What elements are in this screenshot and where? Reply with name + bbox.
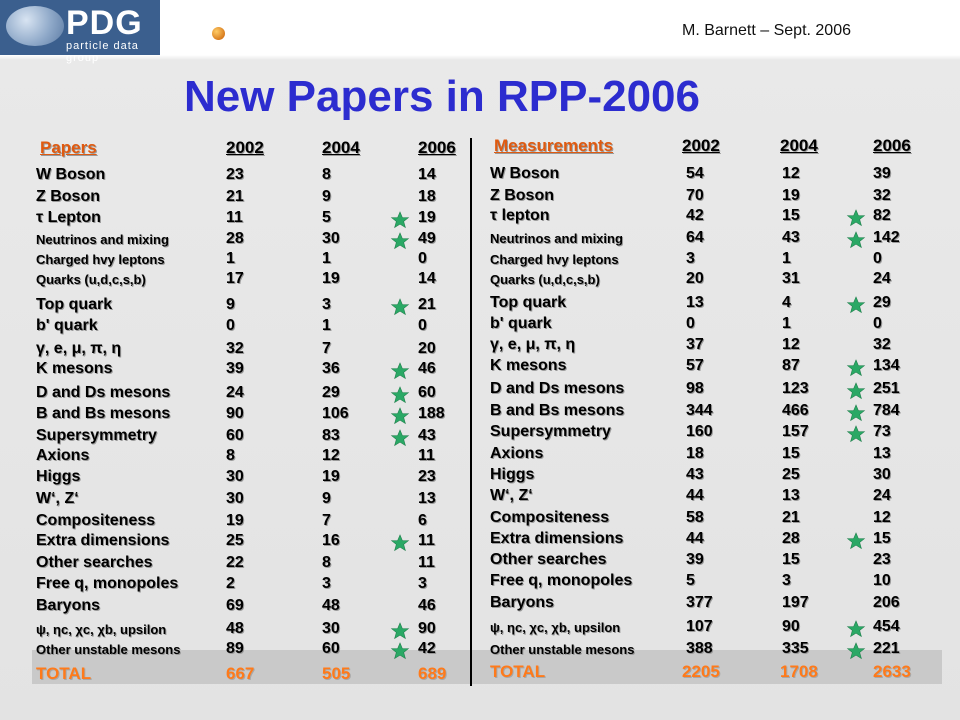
- left_table-cell-2002: 2: [226, 575, 235, 592]
- left_table-row-label: Free q, monopoles: [36, 575, 179, 592]
- right_table-year-2004: 2004: [780, 136, 818, 155]
- left_table-row-label: Compositeness: [36, 512, 156, 529]
- right_table-cell-2002: 344: [686, 402, 713, 419]
- right_table-cell-2002: 160: [686, 423, 713, 440]
- pdg-logo: [0, 0, 160, 64]
- left_table-row-label: Other unstable mesons: [36, 642, 181, 657]
- left_table-cell-2006: 46: [418, 360, 436, 377]
- left_table-cell-2002: 69: [226, 597, 244, 614]
- left_table-cell-2004: 9: [322, 490, 331, 507]
- star-icon: [847, 231, 865, 249]
- left_table-cell-2006: 90: [418, 620, 436, 637]
- right_table-cell-2006: 13: [873, 445, 891, 462]
- left_table-cell-2002: 48: [226, 620, 244, 637]
- right_table-cell-2002: 70: [686, 187, 704, 204]
- right_table-row-label: Extra dimensions: [490, 530, 624, 547]
- right_table-cell-2002: 42: [686, 207, 704, 224]
- star-icon: [391, 232, 409, 250]
- right_table-cell-2006: 0: [873, 315, 882, 332]
- table-divider: [470, 138, 472, 686]
- right_table-cell-2006: 30: [873, 466, 891, 483]
- right_table-cell-2002: 44: [686, 530, 704, 547]
- left_table-row-label: τ Lepton: [36, 209, 101, 226]
- right_table-total-2006: 2633: [873, 662, 911, 681]
- left_table-cell-2006: 20: [418, 340, 436, 357]
- left_table-cell-2006: 18: [418, 188, 436, 205]
- right_table-header-label: Measurements: [494, 136, 614, 155]
- right_table-row-label: τ lepton: [490, 207, 550, 224]
- left_table-total-2004: 505: [322, 664, 351, 683]
- left_table-cell-2002: 1: [226, 250, 235, 267]
- left_table-cell-2006: 11: [418, 447, 435, 464]
- left_table-cell-2004: 19: [322, 270, 340, 287]
- left_table-cell-2006: 14: [418, 270, 436, 287]
- left_table-cell-2006: 23: [418, 468, 436, 485]
- left_table-row-label: Baryons: [36, 597, 101, 614]
- star-icon: [847, 620, 865, 638]
- right_table-cell-2004: 4: [782, 294, 791, 311]
- left_table-cell-2004: 5: [322, 209, 331, 226]
- left_table-cell-2004: 7: [322, 340, 331, 357]
- left_table-cell-2006: 19: [418, 209, 436, 226]
- right_table-row-label: Charged hvy leptons: [490, 252, 619, 267]
- author-date: M. Barnett – Sept. 2006: [682, 22, 851, 39]
- left_table-row-label: ψ, ηc, χc, χb, upsilon: [36, 622, 167, 637]
- star-icon: [847, 382, 865, 400]
- left_table-row-label: K mesons: [36, 360, 113, 377]
- left_table-cell-2002: 0: [226, 317, 235, 334]
- right_table-row-label: Z Boson: [490, 187, 554, 204]
- left_table-cell-2004: 48: [322, 597, 340, 614]
- left_table-cell-2004: 106: [322, 405, 349, 422]
- right_table-row-label: Axions: [490, 445, 544, 462]
- right_table-cell-2006: 784: [873, 402, 900, 419]
- right_table-cell-2004: 87: [782, 357, 800, 374]
- star-icon: [391, 407, 409, 425]
- logo-text: PDG: [66, 4, 143, 42]
- left_table-cell-2002: 11: [226, 209, 243, 226]
- right_table-cell-2004: 15: [782, 207, 800, 224]
- right_table-row-label: Baryons: [490, 594, 555, 611]
- right_table-cell-2002: 377: [686, 594, 713, 611]
- right_table-cell-2004: 15: [782, 445, 800, 462]
- right_table-total-label: TOTAL: [490, 662, 546, 681]
- left_table-cell-2006: 188: [418, 405, 445, 422]
- right_table-cell-2002: 54: [686, 165, 704, 182]
- left_table-year-2004: 2004: [322, 138, 360, 157]
- left_table-cell-2002: 25: [226, 532, 244, 549]
- left_table-total-label: TOTAL: [36, 664, 92, 683]
- left_table-cell-2006: 3: [418, 575, 427, 592]
- star-icon: [847, 425, 865, 443]
- right_table-cell-2004: 31: [782, 270, 800, 287]
- left_table-cell-2004: 16: [322, 532, 340, 549]
- right_table-cell-2004: 12: [782, 165, 800, 182]
- left_table-cell-2004: 30: [322, 230, 340, 247]
- left_table-cell-2002: 9: [226, 296, 235, 313]
- left_table-cell-2002: 19: [226, 512, 244, 529]
- right_table-row-label: Quarks (u,d,c,s,b): [490, 272, 600, 287]
- left_table-cell-2002: 30: [226, 490, 244, 507]
- right_table-cell-2002: 98: [686, 380, 704, 397]
- right_table-row-label: B and Bs mesons: [490, 402, 625, 419]
- right_table-cell-2002: 107: [686, 618, 713, 635]
- star-icon: [391, 429, 409, 447]
- right_table-cell-2006: 32: [873, 336, 891, 353]
- right_table-cell-2004: 3: [782, 572, 791, 589]
- right_table-row-label: Supersymmetry: [490, 423, 611, 440]
- left_table-row-label: Higgs: [36, 468, 81, 485]
- left_table-cell-2004: 83: [322, 427, 340, 444]
- left_table-header-label: Papers: [40, 138, 97, 157]
- left_table-cell-2004: 1: [322, 250, 331, 267]
- right_table-cell-2006: 142: [873, 229, 900, 246]
- left_table-row-label: B and Bs mesons: [36, 405, 171, 422]
- right_table-cell-2004: 15: [782, 551, 800, 568]
- left_table-total-2002: 667: [226, 664, 255, 683]
- right_table-cell-2006: 24: [873, 487, 891, 504]
- left_table-cell-2006: 60: [418, 384, 436, 401]
- left_table-row-label: W‘, Z‘: [36, 490, 79, 507]
- right_table-row-label: γ, e, μ, π, η: [490, 336, 576, 353]
- star-icon: [391, 386, 409, 404]
- left_table-cell-2006: 11: [418, 532, 435, 549]
- right_table-cell-2006: 221: [873, 640, 900, 657]
- right_table-cell-2004: 466: [782, 402, 809, 419]
- right_table-year-2006: 2006: [873, 136, 911, 155]
- left_table-cell-2004: 36: [322, 360, 340, 377]
- star-icon: [391, 298, 409, 316]
- left_table-cell-2002: 60: [226, 427, 244, 444]
- right_table-cell-2004: 157: [782, 423, 809, 440]
- right_table-row-label: Higgs: [490, 466, 535, 483]
- right_table-cell-2006: 206: [873, 594, 900, 611]
- right_table-cell-2004: 12: [782, 336, 800, 353]
- left_table-cell-2002: 90: [226, 405, 244, 422]
- left_table-row-label: γ, e, μ, π, η: [36, 340, 122, 357]
- top-bar: [0, 0, 960, 64]
- left_table-row-label: Other searches: [36, 554, 153, 571]
- right_table-cell-2004: 335: [782, 640, 809, 657]
- right_table-cell-2004: 28: [782, 530, 800, 547]
- right_table-cell-2006: 29: [873, 294, 891, 311]
- right_table-cell-2004: 21: [782, 509, 800, 526]
- left_table-cell-2006: 43: [418, 427, 436, 444]
- globe-icon: [6, 6, 64, 46]
- right_table-cell-2006: 0: [873, 250, 882, 267]
- left_table-total-2006: 689: [418, 664, 447, 683]
- right_table-cell-2002: 64: [686, 229, 704, 246]
- left_table-cell-2004: 19: [322, 468, 340, 485]
- left_table-cell-2006: 42: [418, 640, 436, 657]
- left_table-row-label: Quarks (u,d,c,s,b): [36, 272, 146, 287]
- star-icon: [391, 534, 409, 552]
- left_table-cell-2002: 39: [226, 360, 244, 377]
- left_table-year-2006: 2006: [418, 138, 456, 157]
- left_table-cell-2002: 17: [226, 270, 244, 287]
- right_table-row-label: Neutrinos and mixing: [490, 231, 623, 246]
- left_table-cell-2006: 0: [418, 250, 427, 267]
- right_table-row-label: W‘, Z‘: [490, 487, 533, 504]
- left_table-cell-2004: 7: [322, 512, 331, 529]
- star-icon: [391, 362, 409, 380]
- left_table-cell-2004: 9: [322, 188, 331, 205]
- right_table-cell-2002: 37: [686, 336, 704, 353]
- left_table-row-label: Axions: [36, 447, 90, 464]
- right_table-cell-2004: 123: [782, 380, 809, 397]
- right_table-row-label: W Boson: [490, 165, 560, 182]
- left_table-cell-2002: 32: [226, 340, 244, 357]
- right_table-cell-2006: 454: [873, 618, 900, 635]
- right_table-cell-2002: 58: [686, 509, 704, 526]
- right_table-cell-2004: 13: [782, 487, 800, 504]
- left_table-cell-2006: 46: [418, 597, 436, 614]
- star-icon: [391, 622, 409, 640]
- right_table-row-label: Other unstable mesons: [490, 642, 635, 657]
- right_table-cell-2006: 32: [873, 187, 891, 204]
- left_table-cell-2002: 28: [226, 230, 244, 247]
- right_table-row-label: Other searches: [490, 551, 607, 568]
- right_table-cell-2006: 12: [873, 509, 891, 526]
- right_table-cell-2002: 5: [686, 572, 695, 589]
- right_table-cell-2006: 82: [873, 207, 891, 224]
- right_table-year-2002: 2002: [682, 136, 720, 155]
- right_table-cell-2004: 19: [782, 187, 800, 204]
- left_table-row-label: Extra dimensions: [36, 532, 170, 549]
- right_table-cell-2004: 90: [782, 618, 800, 635]
- left_table-cell-2004: 29: [322, 384, 340, 401]
- left_table-cell-2006: 14: [418, 166, 436, 183]
- right_table-cell-2006: 73: [873, 423, 891, 440]
- right_table-row-label: K mesons: [490, 357, 567, 374]
- right_table-cell-2006: 15: [873, 530, 891, 547]
- left_table-cell-2002: 8: [226, 447, 235, 464]
- right_table-row-label: b' quark: [490, 315, 552, 332]
- left_table-cell-2002: 23: [226, 166, 244, 183]
- left_table-cell-2004: 8: [322, 554, 331, 571]
- left_table-cell-2002: 21: [226, 188, 244, 205]
- left_table-cell-2002: 24: [226, 384, 244, 401]
- right_table-cell-2006: 23: [873, 551, 891, 568]
- left_table-cell-2004: 3: [322, 575, 331, 592]
- right_table-cell-2002: 39: [686, 551, 704, 568]
- orange-ball-icon: [212, 27, 225, 40]
- left_table-cell-2006: 11: [418, 554, 435, 571]
- right_table-cell-2002: 43: [686, 466, 704, 483]
- star-icon: [847, 532, 865, 550]
- left_table-row-label: Top quark: [36, 296, 113, 313]
- left_table-row-label: Charged hvy leptons: [36, 252, 165, 267]
- right_table-cell-2004: 25: [782, 466, 800, 483]
- left_table-cell-2006: 21: [418, 296, 436, 313]
- right_table-cell-2006: 134: [873, 357, 900, 374]
- logo-tagline: particle data group: [66, 40, 139, 64]
- left_table-cell-2004: 1: [322, 317, 331, 334]
- page-title: New Papers in RPP-2006: [183, 72, 700, 121]
- right_table-row-label: Top quark: [490, 294, 567, 311]
- left_table-row-label: b' quark: [36, 317, 98, 334]
- left_table-cell-2004: 3: [322, 296, 331, 313]
- star-icon: [847, 642, 865, 660]
- left_table-cell-2006: 6: [418, 512, 427, 529]
- star-icon: [391, 642, 409, 660]
- right_table-cell-2006: 10: [873, 572, 891, 589]
- right_table-row-label: D and Ds mesons: [490, 380, 625, 397]
- right_table-row-label: ψ, ηc, χc, χb, upsilon: [490, 620, 621, 635]
- star-icon: [847, 209, 865, 227]
- left_table-cell-2006: 13: [418, 490, 436, 507]
- left_table-cell-2002: 30: [226, 468, 244, 485]
- left_table-cell-2002: 89: [226, 640, 244, 657]
- left_table-cell-2006: 0: [418, 317, 427, 334]
- left_table-row-label: Neutrinos and mixing: [36, 232, 169, 247]
- right_table-total-2002: 2205: [682, 662, 720, 681]
- left_table-cell-2004: 30: [322, 620, 340, 637]
- right_table-cell-2002: 0: [686, 315, 695, 332]
- right_table-cell-2006: 251: [873, 380, 900, 397]
- right_table-cell-2002: 13: [686, 294, 704, 311]
- right_table-cell-2004: 43: [782, 229, 800, 246]
- right_table-cell-2002: 44: [686, 487, 704, 504]
- star-icon: [391, 211, 409, 229]
- right_table-total-2004: 1708: [780, 662, 818, 681]
- right_table-row-label: Free q, monopoles: [490, 572, 633, 589]
- right_table-cell-2002: 18: [686, 445, 704, 462]
- right_table-cell-2004: 1: [782, 315, 791, 332]
- right_table-cell-2002: 388: [686, 640, 713, 657]
- right_table-cell-2004: 1: [782, 250, 791, 267]
- right_table-row-label: Compositeness: [490, 509, 610, 526]
- left_table-cell-2004: 12: [322, 447, 340, 464]
- star-icon: [847, 359, 865, 377]
- right_table-cell-2002: 3: [686, 250, 695, 267]
- left_table-cell-2006: 49: [418, 230, 436, 247]
- star-icon: [847, 404, 865, 422]
- left_table-row-label: Z Boson: [36, 188, 100, 205]
- left_table-cell-2002: 22: [226, 554, 244, 571]
- right_table-cell-2002: 20: [686, 270, 704, 287]
- left_table-year-2002: 2002: [226, 138, 264, 157]
- left_table-cell-2004: 60: [322, 640, 340, 657]
- right_table-cell-2004: 197: [782, 594, 809, 611]
- left_table-row-label: W Boson: [36, 166, 106, 183]
- right_table-cell-2006: 24: [873, 270, 891, 287]
- left_table-row-label: D and Ds mesons: [36, 384, 171, 401]
- right_table-cell-2002: 57: [686, 357, 704, 374]
- left_table-row-label: Supersymmetry: [36, 427, 157, 444]
- left_table-cell-2004: 8: [322, 166, 331, 183]
- star-icon: [847, 296, 865, 314]
- right_table-cell-2006: 39: [873, 165, 891, 182]
